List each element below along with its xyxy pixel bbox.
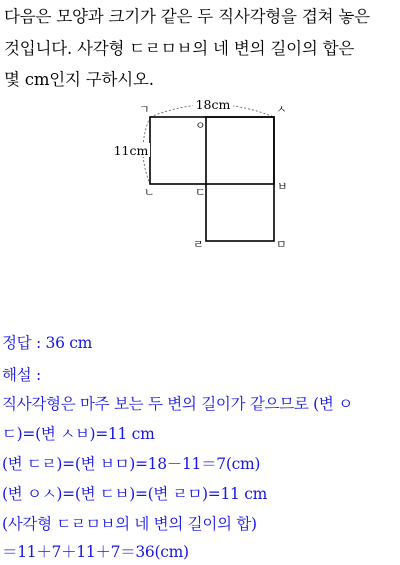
explanation-line: (변 ㄷㄹ)=(변 ㅂㅁ)=18－11＝7(cm) bbox=[2, 455, 261, 473]
vertex-label-s: ㅅ bbox=[276, 103, 287, 116]
explanation-heading: 해설 : bbox=[2, 366, 41, 384]
top-length-label: 18cm bbox=[195, 97, 231, 112]
horizontal-rectangle bbox=[150, 117, 274, 184]
explanation-line: ＝11＋7＋11＋7＝36(cm) bbox=[2, 543, 189, 561]
vertex-label-o: ㅇ bbox=[195, 119, 206, 132]
vertex-label-n: ㄴ bbox=[144, 186, 155, 199]
vertex-label-r: ㄹ bbox=[193, 238, 204, 251]
question-line-2: 것입니다. 사각형 ㄷㄹㅁㅂ의 네 변의 길이의 합은 bbox=[4, 39, 355, 58]
question-line-3: 몇 cm인지 구하시오. bbox=[4, 70, 154, 89]
question-line-1: 다음은 모양과 크기가 같은 두 직사각형을 겹쳐 놓은 bbox=[4, 7, 370, 26]
answer-line: 정답 : 36 cm bbox=[2, 334, 93, 352]
explanation-line: (변 ㅇㅅ)=(변 ㄷㅂ)=(변 ㄹㅁ)=11 cm bbox=[2, 485, 268, 503]
explanation-line: 직사각형은 마주 보는 두 변의 길이가 같으므로 (변 ㅇ bbox=[2, 395, 353, 413]
vertex-label-m: ㅁ bbox=[276, 238, 287, 251]
left-length-label: 11cm bbox=[113, 143, 149, 158]
vertex-label-g: ㄱ bbox=[139, 103, 150, 116]
vertex-label-b: ㅂ bbox=[277, 180, 288, 193]
vertical-rectangle bbox=[206, 117, 274, 241]
vertex-label-d: ㄷ bbox=[195, 186, 206, 199]
explanation-line: (사각형 ㄷㄹㅁㅂ의 네 변의 길이의 합) bbox=[2, 515, 257, 533]
explanation-line: ㄷ)=(변 ㅅㅂ)=11 cm bbox=[2, 425, 155, 443]
